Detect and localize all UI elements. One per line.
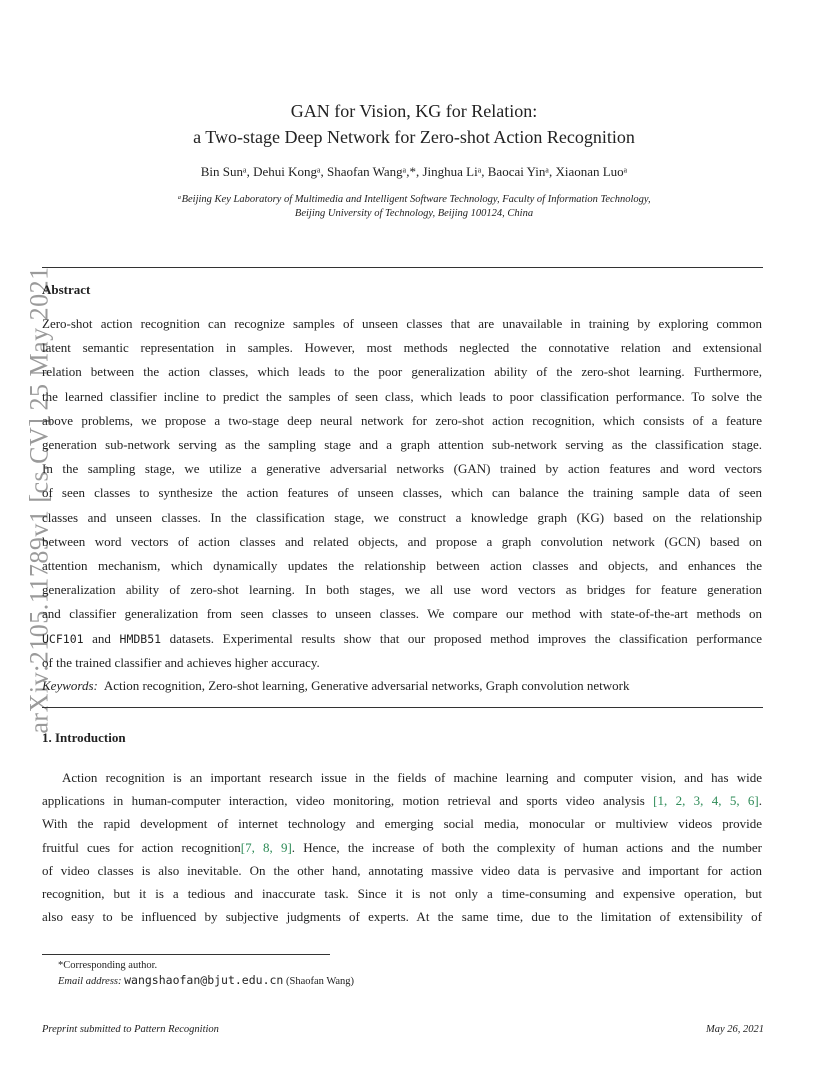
affiliation xyxy=(0,193,828,221)
title-line-1: GAN for Vision, KG for Relation: xyxy=(290,101,538,121)
abstract-body xyxy=(42,312,762,675)
intro-text: . xyxy=(758,793,762,809)
mid-rule xyxy=(42,707,763,708)
abstract-line: Zero-shot action recognition can recognize samples of unseen classes that are unavailable in training by exploring common xyxy=(42,316,762,331)
intro-heading: 1. Introduction xyxy=(42,730,126,745)
preprint-note: Preprint submitted to Pattern Recognition xyxy=(42,1024,219,1035)
footnote-rule xyxy=(42,954,330,955)
footnote-corresponding: *Corresponding author. xyxy=(58,960,158,971)
abstract-line: classes and unseen classes. In the classification stage, we construct a knowledge graph (KG) based on the relationship xyxy=(42,509,762,525)
intro-line xyxy=(42,789,762,812)
intro-line: also easy to be influenced by subjective judgments of experts. At the same time, due to the limitation of extensibility of xyxy=(42,909,762,925)
affiliation-line-1: ᵃBeijing Key Laboratory of Multimedia and Intelligent Software Technology, Faculty of Information Technology, xyxy=(177,194,651,205)
intro-text: fruitful cues for action recognition xyxy=(42,839,241,855)
top-rule xyxy=(42,267,763,268)
affiliation-line-2: Beijing University of Technology, Beijing 100124, China xyxy=(294,208,534,220)
abstract-line: relation between the action classes, which leads to the poor generalization ability of the zero-shot learning. Furthermore, xyxy=(42,364,762,380)
abstract-line: above problems, we propose a two-stage deep neural network for zero-shot action recognition, which consists of a feature xyxy=(42,412,762,428)
abstract-line: and classifier generalization from seen classes to unseen classes. We compare our method with state-of-the-art methods on xyxy=(42,606,762,622)
keywords-label: Keywords: xyxy=(42,678,98,693)
dataset-hmdb51: HMDB51 xyxy=(119,631,162,646)
title-line-2: a Two-stage Deep Network for Zero-shot Action Recognition xyxy=(193,127,635,148)
abstract-line: of seen classes to synthesize the action features of unseen classes, which can balance the training sample data of seen xyxy=(42,485,762,501)
preprint-date: May 26, 2021 xyxy=(705,1024,764,1035)
citation-link[interactable]: [1, 2, 3, 4, 5, 6] xyxy=(653,793,759,809)
abstract-and: and xyxy=(83,630,120,646)
abstract-line: attention mechanism, which dynamically updates the relationship between action classes and objects, and enhances the xyxy=(42,558,762,574)
abstract-line: between word vectors of action classes and related objects, and propose a graph convolution network (GCN) based on xyxy=(42,533,762,549)
abstract-line: the learned classifier incline to predict the samples of seen class, which leads to poor classification performance. To solve the xyxy=(42,388,762,404)
intro-line: of video classes is also inevitable. On the other hand, annotating massive video data is pervasive and important for action xyxy=(42,862,762,878)
keywords xyxy=(42,678,629,694)
author-list: Bin Sunᵃ, Dehui Kongᵃ, Shaofan Wangᵃ,*, Jinghua Liᵃ, Baocai Yinᵃ, Xiaonan Luoᵃ xyxy=(200,164,628,179)
footnote xyxy=(58,958,354,989)
intro-line: Action recognition is an important research issue in the fields of machine learning and computer vision, and has wide xyxy=(62,770,762,785)
abstract-line-last: of the trained classifier and achieves higher accuracy. xyxy=(42,654,320,670)
abstract-line: generation sub-network serving as the sampling stage and a graph attention sub-network serving as the classification stage. xyxy=(42,437,762,453)
abstract-datasets-text: datasets. Experimental results show that our proposed method improves the classification performance xyxy=(161,630,762,646)
abstract-line: In the sampling stage, we utilize a generative adversarial networks (GAN) trained by action features and word vectors xyxy=(42,461,762,477)
intro-body xyxy=(42,766,762,928)
dataset-ucf101: UCF101 xyxy=(42,631,84,646)
email-address[interactable]: wangshaofan@bjut.edu.cn xyxy=(124,973,284,987)
abstract-line: latent semantic representation in samples. However, most methods neglected the connotative relation and extensional xyxy=(42,340,762,356)
citation-link[interactable]: [7, 8, 9] xyxy=(240,839,292,855)
intro-text: applications in human-computer interaction, video monitoring, motion retrieval and sports video analysis xyxy=(42,793,654,809)
intro-line: recognition, but it is a tedious and inaccurate task. Since it is not only a time-consuming and expensive operation, but xyxy=(42,886,762,902)
email-name: (Shaofan Wang) xyxy=(283,976,355,987)
email-label: Email address: xyxy=(58,976,122,987)
abstract-heading: Abstract xyxy=(42,282,91,297)
abstract-line-datasets xyxy=(42,627,762,651)
intro-line: With the rapid development of internet technology and emerging social media, monocular or multiview videos provide xyxy=(42,816,762,832)
keywords-list: Action recognition, Zero-shot learning, Generative adversarial networks, Graph convolution network xyxy=(103,678,630,693)
intro-text: . Hence, the increase of both the complexity of human actions and the number xyxy=(291,839,762,855)
arxiv-id: arXiv:2105.11789v1 [cs.CV] 25 May 2021 xyxy=(25,266,54,734)
intro-line xyxy=(42,836,762,859)
footnote-email-line xyxy=(58,973,354,989)
paper-title xyxy=(0,98,828,150)
abstract-line: generalization ability of zero-shot learning. In both stages, we all use word vectors as bridges for feature generation xyxy=(42,582,762,598)
